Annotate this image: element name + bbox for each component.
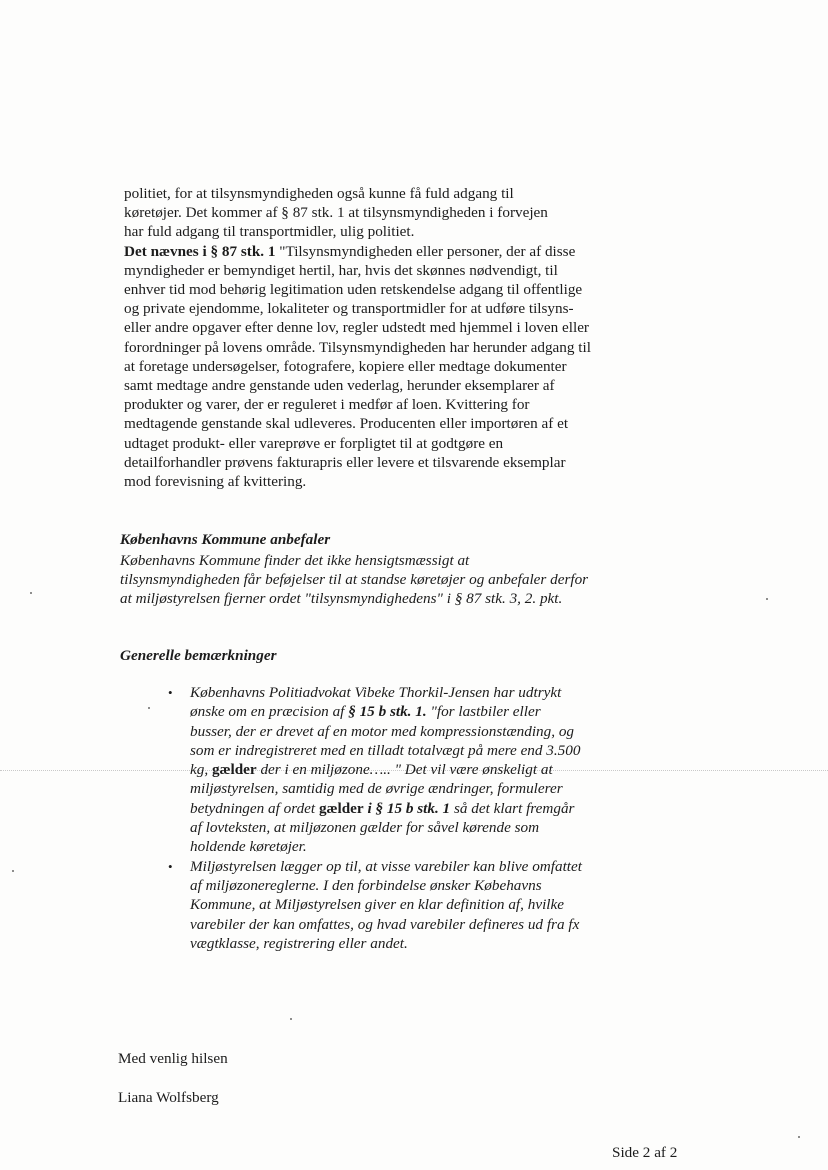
scan-speck <box>290 1018 292 1020</box>
bullet-icon: • <box>168 858 173 874</box>
list-item-text: så det klart fremgår af lovteksten, at miljøzonen gælder for såvel kørende som holdende køretøjer. <box>190 799 575 856</box>
scan-speck <box>12 870 14 872</box>
bullet-icon: • <box>168 685 173 700</box>
list-item <box>166 857 586 953</box>
list-item-text: Københavns Politiadvokat Vibeke Thorkil-Jensen har udtrykt ønske om en præcision af <box>190 684 562 721</box>
intro-line: køretøjer. Det kommer af § 87 stk. 1 at tilsynsmyndigheden i forvejen <box>124 204 548 222</box>
law-quote-text: "Tilsynsmyndigheden eller personer, der af disse myndigheder er bemyndiget hertil, har, hvis det skønnes nødvendigt, til enhver tid mod behørig legitimation uden retskendelse adgang til offentlige og private ejendomme, lokaliteter og transportmidler for at udføre tilsyns- eller andre opgaver efter denne lov, regler udstedt med hjemmel i loven eller forordninger på lovens område. Tilsynsmyndigheden har herunder adgang til at foretage undersøgelser, fotografere, kopiere eller medtage dokumenter samt medtage andre genstande uden vederlag, herunder eksemplarer af produkter og varer, der er reguleret i medfør af loen. Kvittering for medtagende genstande skal udleveres. Producenten eller importøren af et udtaget produkt- eller vareprøve er forpligtet til at godtgøre en detailforhandler prøvens fakturapris eller levere et tilsvarende eksemplar mod forevisning af kvittering. <box>124 242 591 491</box>
keyword-bold: gælder <box>318 799 364 817</box>
scan-speck <box>766 598 768 600</box>
list-item <box>166 683 586 857</box>
closing-salutation: Med venlig hilsen <box>118 1050 228 1067</box>
law-quote <box>124 242 594 492</box>
law-reference-lead: Det nævnes i § 87 stk. 1 <box>124 242 276 260</box>
section-heading-recommendation: Københavns Kommune anbefaler <box>120 531 331 548</box>
list-item-text: der i en miljøzone….. " Det vil være ønskeligt at miljøstyrelsen, samtidig med de øvrige ændringer, formulerer betydningen af ordet <box>190 761 563 817</box>
signature-name: Liana Wolfsberg <box>118 1089 219 1106</box>
intro-line: har fuld adgang til transportmidler, ulig politiet. <box>124 223 415 241</box>
recommendation-text: Københavns Kommune finder det ikke hensigtsmæssigt at tilsynsmyndigheden får beføjelser til at standse køretøjer og anbefaler derfor at miljøstyrelsen fjerner ordet "tilsynsmyndighedens" i § 87 stk. 3, 2. pkt. <box>120 552 589 608</box>
intro-line: politiet, for at tilsynsmyndigheden også kunne få fuld adgang til <box>124 185 514 202</box>
scan-speck <box>30 592 32 594</box>
list-item-text: Miljøstyrelsen lægger op til, at visse varebiler kan blive omfattet af miljøzonereglerne. I den forbindelse ønsker Købehavns Kommune, at Miljøstyrelsen giver en klar definition af, hvilke varebiler der kan omfattes, og hvad varebiler defineres ud fra fx vægtklasse, registrering eller andet. <box>190 857 582 952</box>
scan-speck <box>798 1136 800 1138</box>
page-number: Side 2 af 2 <box>612 1144 678 1161</box>
law-reference: i § 15 b stk. 1 <box>367 799 451 817</box>
list-item-text: "for lastbiler eller busser, der er drevet af en motor med kompressionstænding, og som er indregistreret med en tilladt totalvægt på mere end 3.500 kg, <box>190 703 581 779</box>
intro-paragraph <box>124 184 594 491</box>
general-remarks-list <box>166 683 586 953</box>
keyword-bold: gælder <box>211 761 257 779</box>
scan-speck <box>148 707 150 709</box>
section-heading-general-remarks: Generelle bemærkninger <box>120 647 277 664</box>
law-reference: § 15 b stk. 1. <box>348 703 427 721</box>
